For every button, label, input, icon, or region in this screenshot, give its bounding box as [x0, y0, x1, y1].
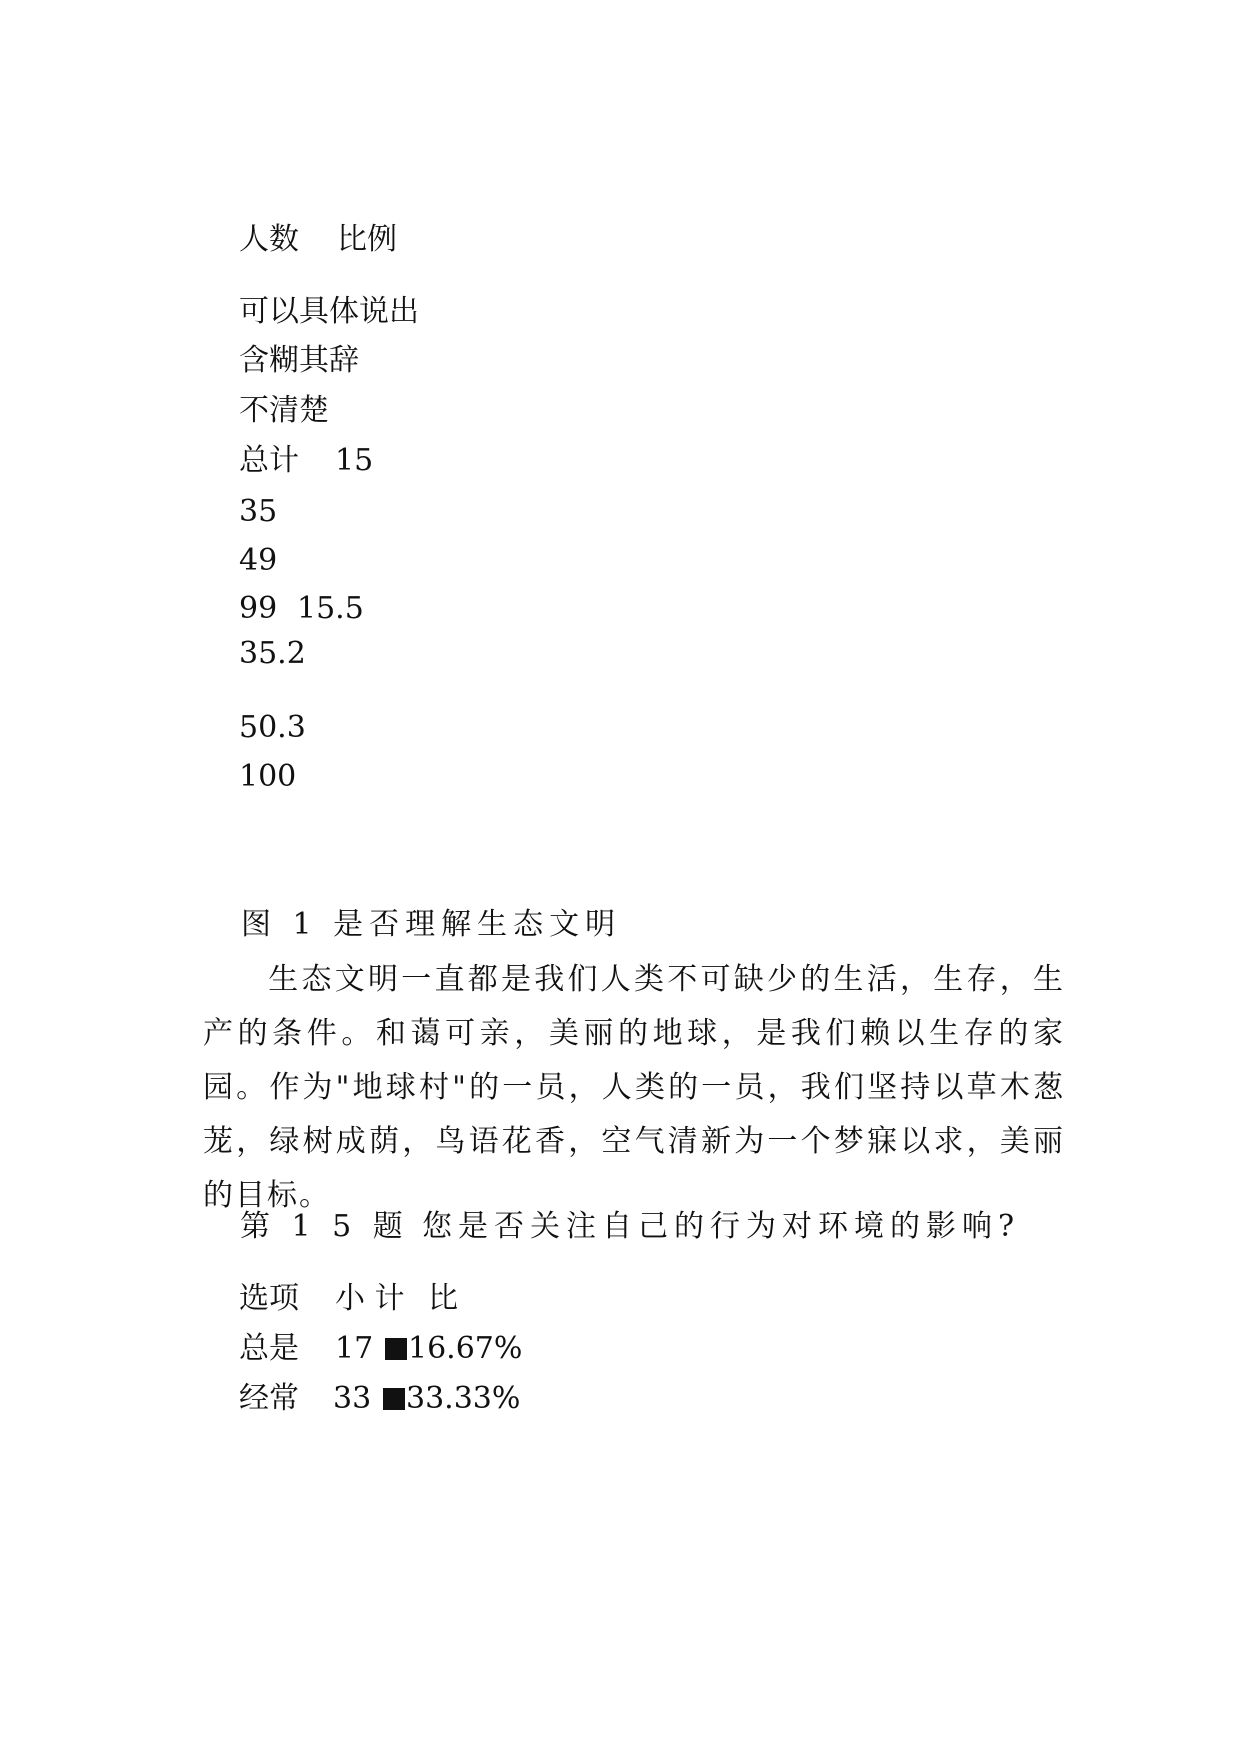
- table1-count: 99: [239, 591, 278, 626]
- table1-row-label: 不清楚: [239, 393, 329, 428]
- table1-count: 35: [239, 494, 278, 529]
- table1-percent: 100: [239, 759, 297, 794]
- percent-bar-icon: [383, 1388, 405, 1410]
- table1-percent: 50.3: [239, 710, 306, 745]
- question15-header-subtotal: 小 计: [335, 1281, 405, 1316]
- body-paragraph: [203, 953, 1065, 1223]
- question15-row-percent: 33.33%: [406, 1381, 521, 1416]
- table1-row-label: 可以具体说出: [239, 294, 419, 329]
- question15-row-option: 经常: [239, 1381, 299, 1416]
- percent-bar-icon: [385, 1338, 407, 1360]
- question15-row-count: 33: [333, 1381, 372, 1416]
- question15-row-percent: 16.67%: [408, 1331, 523, 1366]
- table1-count: 15: [335, 443, 374, 478]
- table1-header-ratio: 比例: [337, 222, 397, 257]
- question15-row-percent-cell: [383, 1381, 521, 1416]
- question15-text: 您是否关注自己的行为对环境的影响?: [422, 1209, 1021, 1244]
- question15-header-option: 选项: [239, 1281, 299, 1316]
- question15-number: 第 1 5 题: [240, 1209, 409, 1244]
- question15-header-ratio: 比: [428, 1281, 458, 1316]
- question15-row-count: 17: [335, 1331, 374, 1366]
- question15-row-option: 总是: [239, 1331, 299, 1366]
- figure1-caption: 图 1 是否理解生态文明: [241, 907, 622, 942]
- table1-row-label: 含糊其辞: [239, 343, 359, 378]
- paragraph-text: 生态文明一直都是我们人类不可缺少的生活，生存，生产的条件。和蔼可亲，美丽的地球，是我们赖以生存的家园。作为"地球村"的一员，人类的一员，我们坚持以草木葱茏，绿树成荫，鸟语花香，空气清新为一个梦寐以求，美丽的目标。: [203, 962, 1065, 1213]
- table1-percent: 35.2: [239, 636, 306, 671]
- table1-count: 49: [239, 543, 278, 578]
- table1-total-label: 总计: [239, 443, 299, 478]
- table1-percent: 15.5: [297, 591, 364, 626]
- question15-row-percent-cell: [385, 1331, 523, 1366]
- table1-header-count: 人数: [239, 222, 299, 257]
